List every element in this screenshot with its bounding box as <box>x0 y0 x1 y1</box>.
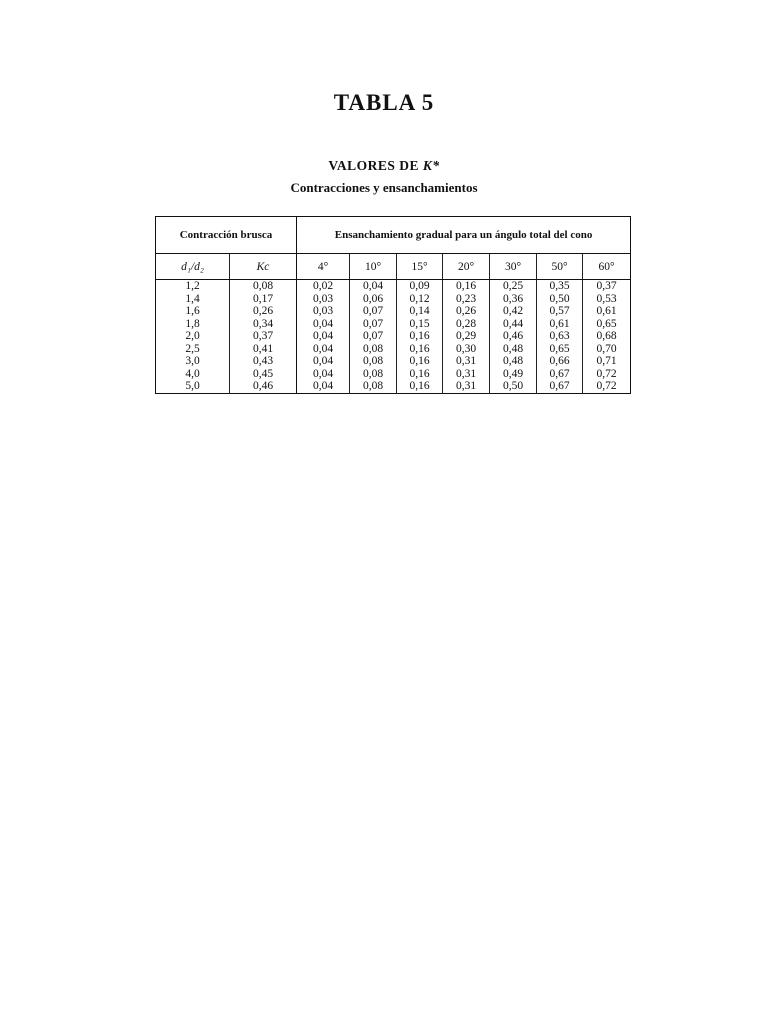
column-header-row <box>156 254 631 280</box>
table-cell: 0,16 <box>409 380 430 392</box>
table-cell: 0,44 <box>502 317 524 330</box>
table-cell: 0,61 <box>549 317 570 330</box>
table-cell: 0,15 <box>409 317 430 330</box>
contraction-group-header: Contracción brusca <box>156 217 297 254</box>
table-cell: 1,2 <box>185 280 200 292</box>
table-subtitle <box>0 158 768 174</box>
data-column <box>537 280 583 394</box>
column-header: 50° <box>537 254 583 280</box>
expansion-group-header: Ensanchamiento gradual para un ángulo total del cono <box>297 217 631 254</box>
table-cell: 0,02 <box>312 280 334 292</box>
table-cell: 0,04 <box>312 342 334 355</box>
column-header: 20° <box>443 254 490 280</box>
data-column <box>156 280 230 394</box>
table-cell: 0,08 <box>252 280 274 292</box>
table-cell: 3,0 <box>185 355 200 367</box>
table-cell: 0,67 <box>549 380 570 392</box>
table-cell: 0,37 <box>252 330 274 342</box>
table-cell: 0,50 <box>502 380 524 392</box>
table-cell: 0,30 <box>455 342 477 355</box>
table-cell: 0,04 <box>312 355 334 367</box>
table-cell: 0,50 <box>549 292 570 305</box>
table-cell: 0,41 <box>252 342 274 355</box>
table-cell: 2,5 <box>185 342 200 355</box>
table-cell: 0,04 <box>312 367 334 380</box>
table-cell: 0,26 <box>252 305 274 317</box>
table-cell: 0,46 <box>502 330 524 342</box>
table-cell: 0,08 <box>362 380 384 392</box>
table-cell: 0,31 <box>455 380 477 392</box>
table-cell: 0,72 <box>596 367 617 380</box>
table-cell: 0,23 <box>455 292 477 305</box>
table-title: TABLA 5 <box>333 90 435 115</box>
data-column <box>397 280 443 394</box>
table-cell: 0,07 <box>362 305 384 317</box>
table-cell: 0,17 <box>252 292 274 305</box>
table-cell: 0,16 <box>409 355 430 367</box>
table-cell: 0,04 <box>312 317 334 330</box>
table-cell: 0,48 <box>502 355 524 367</box>
table-cell: 0,46 <box>252 380 274 392</box>
table-cell: 0,09 <box>409 280 430 292</box>
table-cell: 0,08 <box>362 342 384 355</box>
table-cell: 0,28 <box>455 317 477 330</box>
data-column <box>297 280 350 394</box>
table-cell: 0,12 <box>409 292 430 305</box>
column-header: 10° <box>350 254 397 280</box>
table-cell: 0,07 <box>362 330 384 342</box>
table-cell: 0,34 <box>252 317 274 330</box>
table-cell: 0,26 <box>455 305 477 317</box>
table-cell: 0,04 <box>312 380 334 392</box>
table-cell: 0,57 <box>549 305 570 317</box>
table-cell: 0,63 <box>549 330 570 342</box>
table-cell: 0,48 <box>502 342 524 355</box>
table-cell: 0,65 <box>596 317 617 330</box>
table-cell: 0,71 <box>596 355 617 367</box>
table-cell: 0,16 <box>455 280 477 292</box>
table-body-row <box>156 280 631 394</box>
table-cell: 0,49 <box>502 367 524 380</box>
table-cell: 2,0 <box>185 330 200 342</box>
table-cell: 0,14 <box>409 305 430 317</box>
group-header-row <box>156 217 631 254</box>
table-cell: 0,53 <box>596 292 617 305</box>
table-cell: 1,4 <box>185 292 200 305</box>
table-cell: 0,70 <box>596 342 617 355</box>
table-cell: 1,8 <box>185 317 200 330</box>
table-cell: 0,65 <box>549 342 570 355</box>
table-cell: 0,67 <box>549 367 570 380</box>
table-cell: 1,6 <box>185 305 200 317</box>
table-cell: 0,08 <box>362 367 384 380</box>
column-header: 4° <box>297 254 350 280</box>
table-cell: 0,37 <box>596 280 617 292</box>
data-column <box>443 280 490 394</box>
k-symbol: K* <box>422 158 440 173</box>
table-cell: 0,03 <box>312 292 334 305</box>
table-cell: 5,0 <box>185 380 200 392</box>
table-cell: 0,36 <box>502 292 524 305</box>
column-header: d₁/d₂ <box>156 254 230 280</box>
table-cell: 0,43 <box>252 355 274 367</box>
table-cell: 0,16 <box>409 330 430 342</box>
data-column <box>490 280 537 394</box>
table-cell: 4,0 <box>185 367 200 380</box>
table-cell: 0,08 <box>362 355 384 367</box>
table-cell: 0,29 <box>455 330 477 342</box>
table-cell: 0,61 <box>596 305 617 317</box>
table-cell: 0,66 <box>549 355 570 367</box>
table-cell: 0,68 <box>596 330 617 342</box>
data-column <box>230 280 297 394</box>
column-header: 30° <box>490 254 537 280</box>
table-cell: 0,03 <box>312 305 334 317</box>
subtitle-prefix: VALORES DE <box>328 158 423 173</box>
data-column <box>350 280 397 394</box>
table-cell: 0,16 <box>409 342 430 355</box>
column-header: 15° <box>397 254 443 280</box>
table-cell: 0,42 <box>502 305 524 317</box>
table-cell: 0,04 <box>312 330 334 342</box>
table-cell: 0,07 <box>362 317 384 330</box>
k-values-table <box>155 216 631 394</box>
column-header: Kc <box>230 254 297 280</box>
table-cell: 0,04 <box>362 280 384 292</box>
table-cell: 0,31 <box>455 355 477 367</box>
table-cell: 0,72 <box>596 380 617 392</box>
table-cell: 0,16 <box>409 367 430 380</box>
table-caption: Contracciones y ensanchamientos <box>290 180 478 195</box>
table-cell: 0,31 <box>455 367 477 380</box>
table-cell: 0,25 <box>502 280 524 292</box>
data-column <box>583 280 631 394</box>
table-cell: 0,06 <box>362 292 384 305</box>
table-cell: 0,45 <box>252 367 274 380</box>
table-cell: 0,35 <box>549 280 570 292</box>
column-header: 60° <box>583 254 631 280</box>
